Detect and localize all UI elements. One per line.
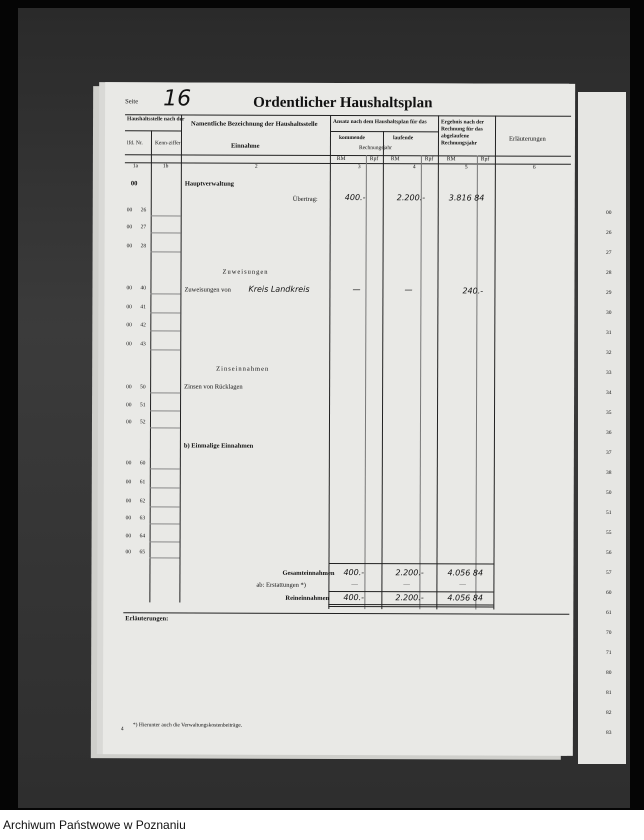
line-number: 61 <box>139 479 146 486</box>
right-page-line-number: 81 <box>606 690 612 696</box>
gesamt-col3: 400.- <box>343 568 365 578</box>
line-code: 00 <box>126 341 132 348</box>
line-number: 62 <box>139 498 146 505</box>
section-hauptverwaltung: Hauptverwaltung <box>184 180 234 188</box>
line-number: 41 <box>140 304 146 311</box>
right-page-line-number: 70 <box>606 630 612 636</box>
line-number: 27 <box>140 224 147 231</box>
gesamteinnahmen-label: Gesamteinnahmen <box>282 569 335 577</box>
page-number-handwritten: 16 <box>163 86 192 112</box>
right-page-line-number: 32 <box>606 350 612 356</box>
line-number: 26 <box>140 207 147 214</box>
colnum-5: 5 <box>464 164 468 171</box>
line-code: 00 <box>125 515 132 522</box>
right-page-line-number: 35 <box>606 410 612 416</box>
page-mark: 4 <box>120 726 124 733</box>
colnum-6: 6 <box>532 164 536 171</box>
col-kommende: kommende <box>338 134 365 142</box>
line-number: 64 <box>139 533 146 540</box>
unit-rpf-4: Rpf <box>424 156 434 163</box>
archive-caption: Archiwum Państwowe w Poznaniu <box>3 818 186 832</box>
seite-label: Seite <box>125 98 139 106</box>
col-kennziffer: Kenn-ziffer <box>154 140 181 147</box>
line-number: 42 <box>140 322 146 329</box>
right-page-line-number: 60 <box>606 590 612 596</box>
right-page-line-number: 36 <box>606 430 612 436</box>
right-page-line-number: 57 <box>606 570 612 576</box>
gesamt-col5: 4.056 84 <box>447 568 484 578</box>
col-haushaltsstelle: Haushaltsstelle nach der <box>127 116 185 123</box>
line-code: 00 <box>126 384 132 391</box>
reineinnahmen-label: Reineinnahmen <box>285 594 330 602</box>
footnote: *) Hierunter auch die Verwaltungskostenbeiträge. <box>132 722 243 729</box>
section-zuweisungen: Zuweisungen <box>222 268 269 276</box>
line-code: 00 <box>126 207 133 214</box>
line-code: 00 <box>125 498 132 505</box>
line-number: 51 <box>140 402 146 409</box>
line-number: 52 <box>139 419 146 426</box>
unit-rpf-5: Rpf <box>480 156 490 163</box>
colnum-4: 4 <box>412 164 416 171</box>
right-page-line-number: 28 <box>606 270 612 276</box>
zuweisungen-col4: — <box>404 285 413 295</box>
unit-rm-3: RM <box>336 155 346 163</box>
uebertrag-col5: 3.816 84 <box>448 193 485 203</box>
col-einnahme: Einnahme <box>230 142 260 150</box>
line-code: 00 <box>126 322 132 329</box>
col-ansatz: Ansatz nach dem Haushaltsplan für das <box>333 118 427 126</box>
zuweisungen-line: Zuweisungen von <box>184 286 231 294</box>
right-page-line-number: 00 <box>606 210 612 216</box>
col-laufende: laufende <box>392 135 414 142</box>
line-code: 00 <box>125 549 132 556</box>
right-page-line-number: 38 <box>606 470 612 476</box>
colnum-2: 2 <box>254 163 258 170</box>
archive-caption-bar <box>0 810 644 840</box>
col-bezeichnung: Namentliche Bezeichnung der Haushaltsstelle <box>191 120 318 128</box>
line-number: 65 <box>139 549 146 556</box>
line-code: 00 <box>125 479 132 486</box>
right-page-line-number: 61 <box>606 610 612 616</box>
line-number: 50 <box>140 384 146 391</box>
colnum-1b: 1b <box>162 163 169 170</box>
section-zinseinnahmen: Zinseinnahmen <box>216 365 270 373</box>
zuweisungen-col3: — <box>352 285 361 295</box>
page-title: Ordentlicher Haushaltsplan <box>253 94 433 112</box>
erst-col4: — <box>403 581 410 589</box>
unit-rpf-3: Rpf <box>369 156 379 163</box>
line-number: 63 <box>139 515 146 522</box>
unit-rm-5: RM <box>446 156 456 163</box>
col-rechnungsjahr: Rechnungsjahr <box>358 145 392 152</box>
rein-col5: 4.056 84 <box>447 593 484 603</box>
line-number: 28 <box>140 243 147 250</box>
line-number: 40 <box>140 285 146 292</box>
right-page-line-number: 30 <box>606 310 612 316</box>
erstattungen-label: ab: Erstattungen *) <box>256 581 306 589</box>
line-code: 00 <box>125 533 132 540</box>
right-page-line-number: 56 <box>606 550 612 556</box>
gesamt-col4: 2.200.- <box>395 568 424 578</box>
uebertrag-col4: 2.200.- <box>396 193 426 203</box>
col-erlaeuterungen: Erläuterungen <box>508 135 546 143</box>
line-code: 00 <box>126 285 132 292</box>
rein-col4: 2.200.- <box>395 593 424 603</box>
erst-col3: — <box>351 581 358 589</box>
hauptverwaltung-code: 00 <box>130 180 138 188</box>
zinsen-line: Zinsen von Rücklagen <box>184 383 243 391</box>
right-page-line-number: 31 <box>606 330 612 336</box>
line-code: 00 <box>125 460 132 467</box>
uebertrag-col3: 400.- <box>344 193 366 203</box>
ledger-page <box>103 82 575 756</box>
erlaeuterungen-footer: Erläuterungen: <box>125 615 169 623</box>
line-code: 00 <box>126 243 133 250</box>
line-number: 43 <box>140 341 146 348</box>
line-code: 00 <box>125 419 132 426</box>
next-page-strip <box>578 92 626 764</box>
right-page-line-number: 33 <box>606 370 612 376</box>
right-page-line-number: 29 <box>606 290 612 296</box>
colnum-1a: 1a <box>132 163 139 170</box>
right-page-line-number: 50 <box>606 490 612 496</box>
unit-rm-4: RM <box>390 156 400 163</box>
uebertrag-label: Übertrag: <box>292 195 318 203</box>
rein-col3: 400.- <box>343 593 365 603</box>
section-einmalige: b) Einmalige Einnahmen <box>183 442 254 450</box>
colnum-3: 3 <box>357 164 361 171</box>
line-code: 00 <box>126 224 133 231</box>
erst-col5: — <box>459 581 466 589</box>
line-number: 60 <box>139 460 146 467</box>
line-code: 00 <box>126 402 132 409</box>
right-page-line-number: 83 <box>606 730 612 736</box>
right-page-line-number: 34 <box>606 390 612 396</box>
right-page-line-number: 51 <box>606 510 612 516</box>
zuweisungen-handwritten: Kreis Landkreis <box>248 284 310 294</box>
right-page-line-number: 82 <box>606 710 612 716</box>
right-page-line-number: 55 <box>606 530 612 536</box>
right-page-line-number: 27 <box>606 250 612 256</box>
line-code: 00 <box>126 304 132 311</box>
right-page-line-number: 80 <box>606 670 612 676</box>
col-ergebnis: Ergebnis nach der Rechnung für das abgelaufene Rechnungsjahr <box>440 119 485 147</box>
right-page-line-number: 37 <box>606 450 612 456</box>
col-lfd-nr: lfd. Nr. <box>126 140 143 147</box>
right-page-line-number: 26 <box>606 230 612 236</box>
zuweisungen-col5: 240.- <box>462 286 484 296</box>
right-page-line-number: 71 <box>606 650 612 656</box>
